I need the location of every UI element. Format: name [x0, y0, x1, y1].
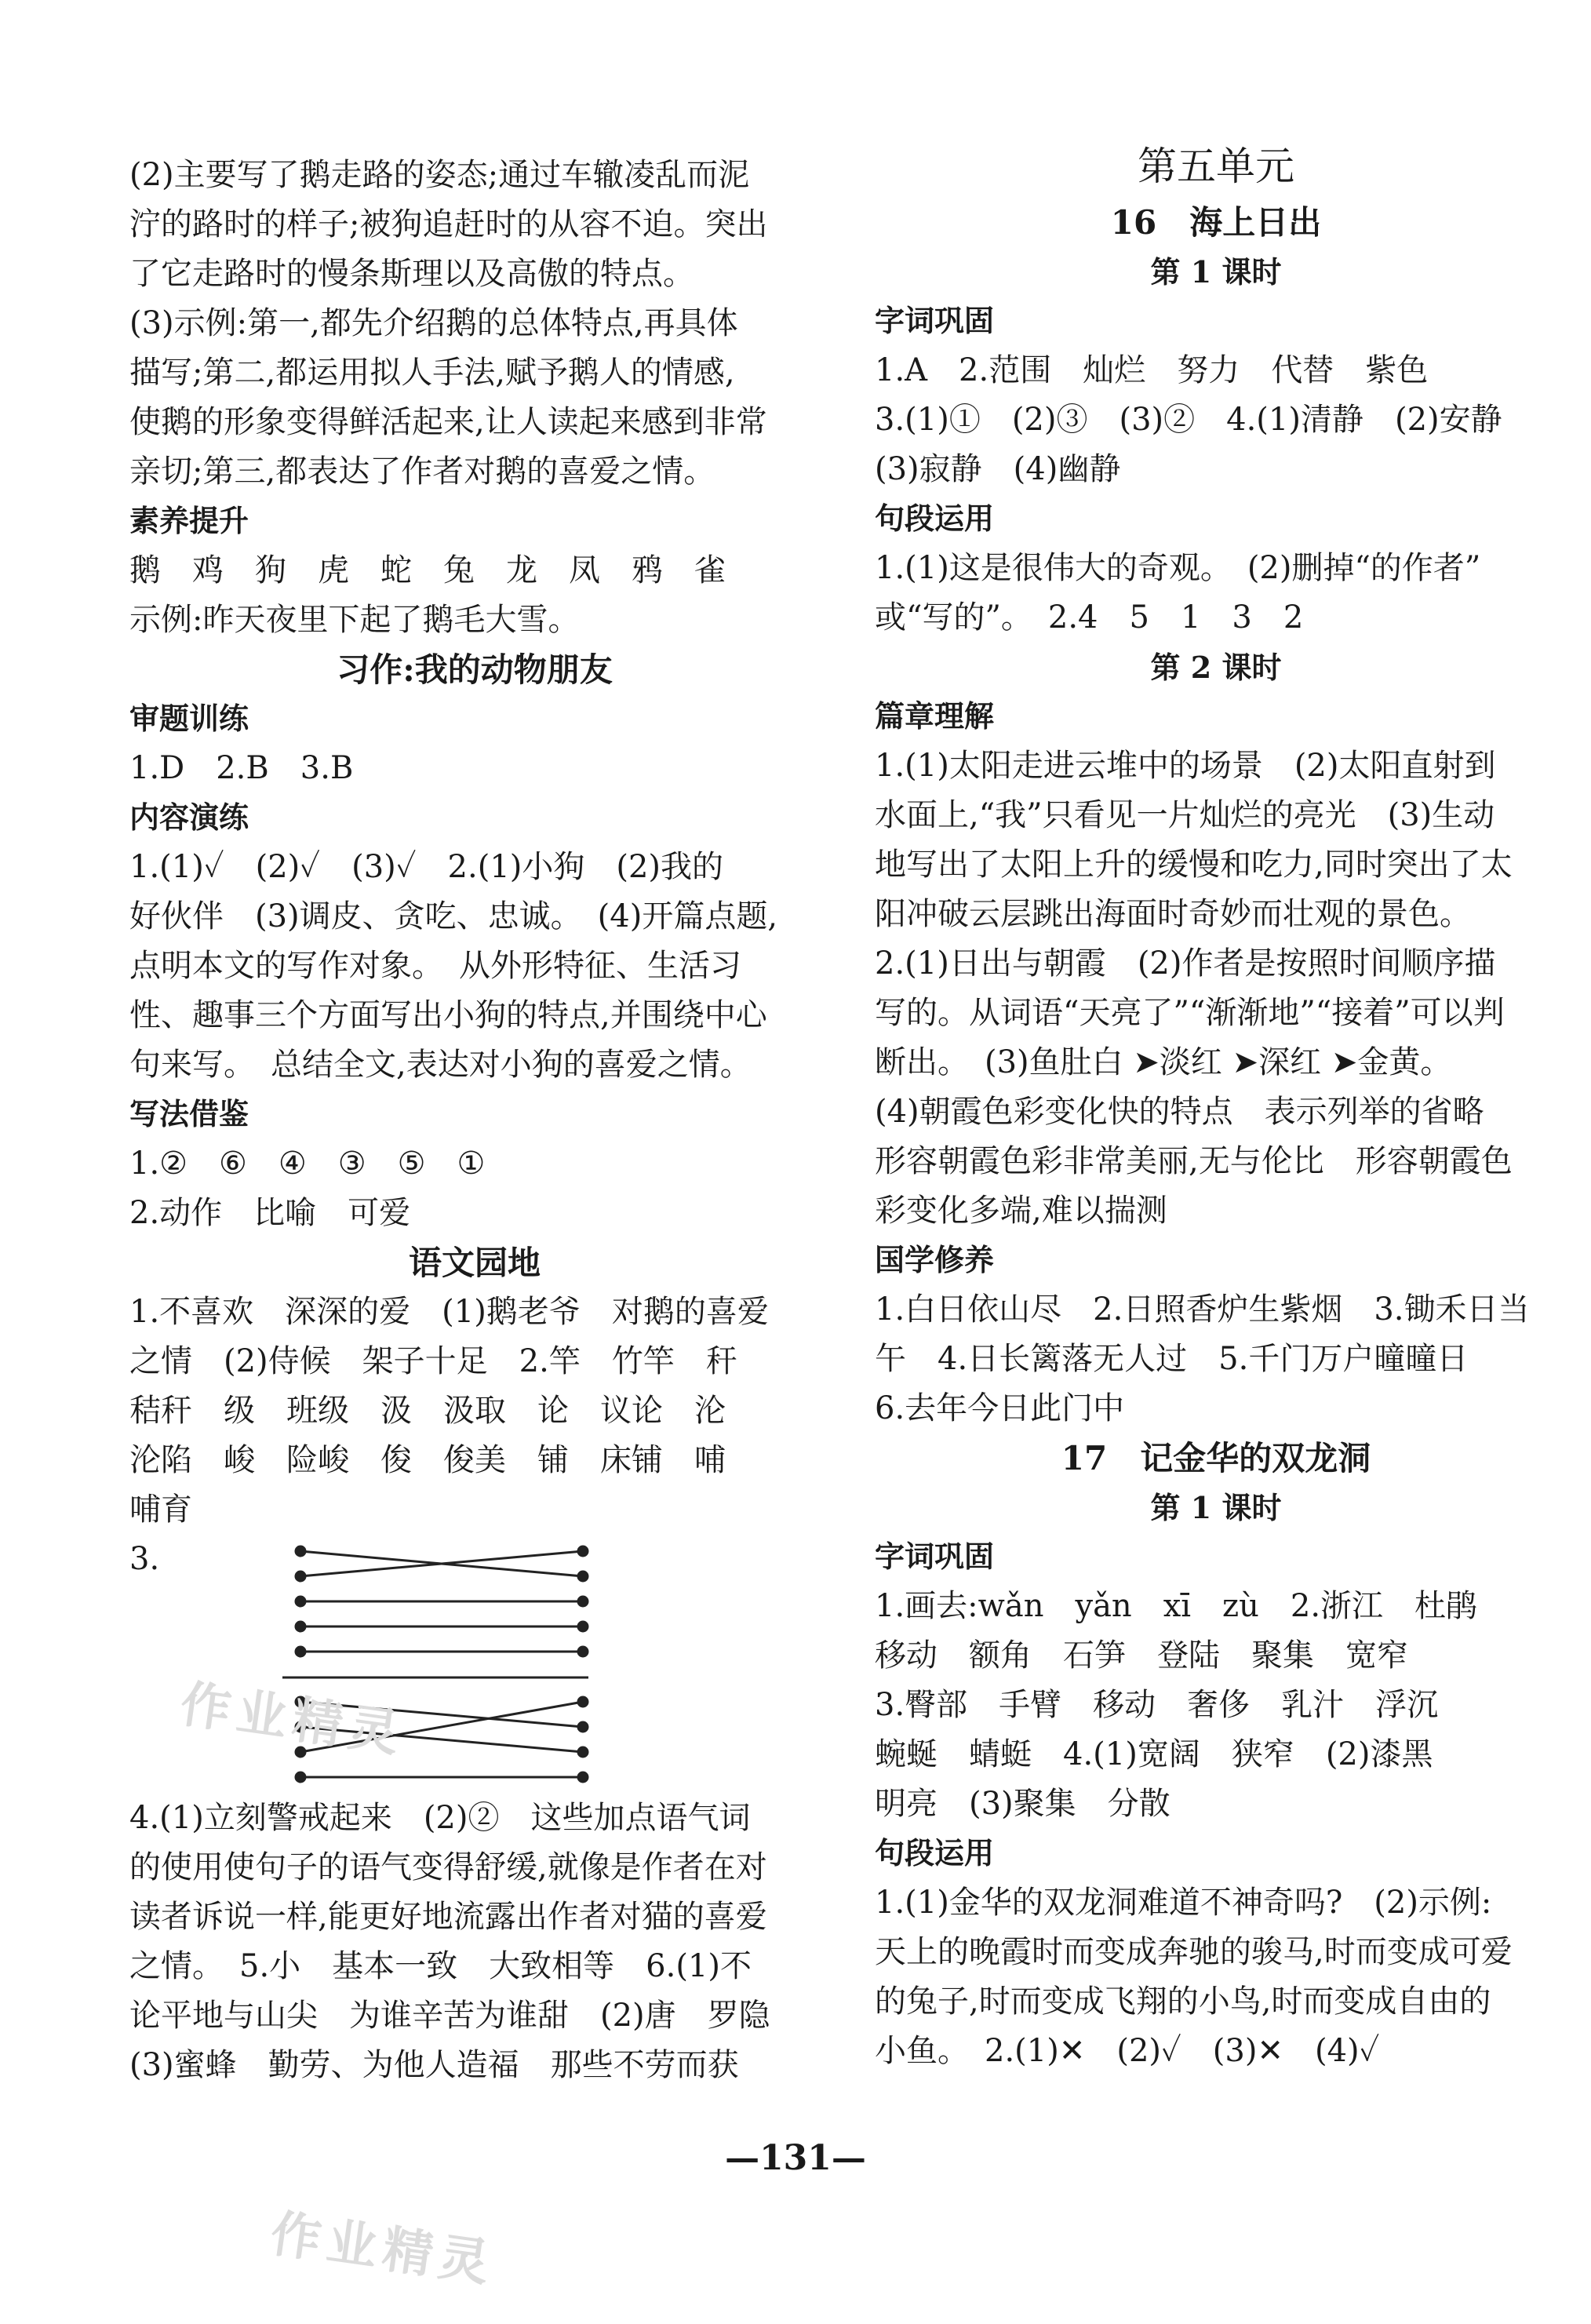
text-line: 沦陷 峻 险峻 俊 俊美 铺 床铺 哺 [129, 1442, 726, 1478]
text-line: 2.动作 比喻 可爱 [129, 1195, 411, 1231]
text-line: (3)蜜蜂 勤劳、为他人造福 那些不劳而获 [129, 2047, 739, 2083]
text-line: 蜿蜒 蜻蜓 4.(1)宽阔 狭窄 (2)漆黑 [875, 1736, 1433, 1772]
unit-title: 第五单元 [1138, 144, 1294, 189]
text-line: 句来写。 总结全文,表达对小狗的喜爱之情。 [129, 1047, 752, 1083]
section-heading-guoxue: 国学修养 [875, 1243, 995, 1277]
text-line: 性、趣事三个方面写出小狗的特点,并围绕中心 [129, 997, 767, 1033]
section-heading-pianzhang: 篇章理解 [875, 699, 995, 734]
text-line: 1.白日依山尽 2.日照香炉生紫烟 3.锄禾日当 [875, 1291, 1530, 1328]
section-heading-zici: 字词巩固 [875, 1539, 995, 1574]
match-dot [578, 1546, 588, 1556]
match-dot [578, 1747, 588, 1757]
text-line: 形容朝霞色彩非常美丽,无与伦比 形容朝霞色 [875, 1143, 1513, 1179]
text-line: 描写;第二,都运用拟人手法,赋予鹅人的情感, [129, 355, 735, 391]
match-dot [578, 1647, 588, 1656]
text-line: 1.(1)金华的双龙洞难道不神奇吗? (2)示例: [875, 1885, 1492, 1921]
section-heading-juduan: 句段运用 [875, 501, 995, 536]
watermark: 作业精灵 [177, 1675, 409, 1765]
text-line: 的使用使句子的语气变得舒缓,就像是作者在对 [129, 1849, 767, 1885]
match-dot [578, 1572, 588, 1581]
class-period-title: 第 1 课时 [1150, 1490, 1282, 1525]
text-line: 读者诉说一样,能更好地流露出作者对猫的喜爱 [129, 1899, 767, 1935]
text-line: 1.(1)这是很伟大的奇观。 (2)删掉“的作者” [875, 550, 1481, 586]
text-line: 3.臀部 手臂 移动 奢侈 乳汁 浮沉 [875, 1687, 1439, 1723]
text-line: 移动 额角 石笋 登陆 聚集 宽窄 [875, 1637, 1408, 1674]
match-dot [296, 1572, 305, 1581]
text-line: 鹅 鸡 狗 虎 蛇 兔 龙 凤 鸦 雀 [129, 552, 726, 588]
text-line: 1.不喜欢 深深的爱 (1)鹅老爷 对鹅的喜爱 [129, 1294, 769, 1330]
match-dot [578, 1772, 588, 1782]
match-dot [578, 1697, 588, 1707]
text-line: (3)示例:第一,都先介绍鹅的总体特点,再具体 [129, 305, 738, 341]
match-dot [296, 1597, 305, 1606]
text-line: 1.A 2.范围 灿烂 努力 代替 紫色 [875, 352, 1429, 388]
text-line: 天上的晚霞时而变成奔驰的骏马,时而变成可爱 [875, 1934, 1513, 1970]
match-dot [578, 1622, 588, 1631]
text-line: 亲切;第三,都表达了作者对鹅的喜爱之情。 [129, 454, 715, 490]
text-line: 断出。 (3)鱼肚白 ➤淡红 ➤深红 ➤金黄。 [875, 1044, 1452, 1080]
match-dot [578, 1597, 588, 1606]
lesson-title-17: 17 记金华的双龙洞 [1061, 1439, 1371, 1477]
text-line: 的兔子,时而变成飞翔的小鸟,时而变成自由的 [875, 1983, 1491, 2020]
matching-diagram [129, 1535, 820, 1794]
chapter-title-yuwen: 语文园地 [408, 1244, 541, 1282]
text-line: 明亮 (3)聚集 分散 [875, 1786, 1170, 1822]
lesson-title-16: 16 海上日出 [1110, 203, 1322, 242]
text-line: 阳冲破云层跳出海面时奇妙而壮观的景色。 [875, 896, 1471, 932]
section-heading-juduan: 句段运用 [875, 1836, 995, 1870]
text-line: 了它走路时的慢条斯理以及高傲的特点。 [129, 256, 694, 292]
text-line: 哺育 [129, 1492, 192, 1528]
text-line: 1.(1)太阳走进云堆中的场景 (2)太阳直射到 [875, 748, 1496, 784]
text-line: (4)朝霞色彩变化快的特点 表示列举的省略 [875, 1094, 1484, 1130]
text-line: 彩变化多端,难以揣测 [875, 1193, 1167, 1229]
text-line: 点明本文的写作对象。 从外形特征、生活习 [129, 948, 741, 984]
watermark: 作业精灵 [267, 2205, 499, 2294]
text-line: 水面上,“我”只看见一片灿烂的亮光 (3)生动 [875, 797, 1495, 833]
section-heading-shenti: 审题训练 [129, 701, 249, 736]
text-line: 之情 (2)侍候 架子十足 2.竿 竹竿 秆 [129, 1343, 737, 1379]
class-period-title: 第 2 课时 [1150, 650, 1282, 685]
match-dot [296, 1546, 305, 1556]
text-line: 泞的路时的样子;被狗追赶时的从容不迫。突出 [129, 206, 768, 242]
text-line: 6.去年今日此门中 [875, 1390, 1125, 1426]
section-heading-neirong: 内容演练 [129, 800, 249, 835]
match-dot [296, 1772, 305, 1782]
section-heading-suyang: 素养提升 [129, 504, 249, 538]
section-heading-xiefa: 写法借鉴 [129, 1097, 249, 1131]
question-number: 3. [129, 1541, 160, 1577]
match-dot [578, 1722, 588, 1732]
text-line: 示例:昨天夜里下起了鹅毛大雪。 [129, 602, 580, 638]
text-line: 1.② ⑥ ④ ③ ⑤ ① [129, 1146, 486, 1182]
text-line: 之情。 5.小 基本一致 大致相等 6.(1)不 [129, 1948, 752, 1984]
text-line: 小鱼。 2.(1)✕ (2)✓ (3)✕ (4)✓ [875, 2033, 1380, 2069]
text-line: 3.(1)① (2)③ (3)② 4.(1)清静 (2)安静 [875, 402, 1502, 438]
text-line: 4.(1)立刻警戒起来 (2)② 这些加点语气词 [129, 1800, 751, 1836]
text-line: 1.(1)✓ (2)✓ (3)✓ 2.(1)小狗 (2)我的 [129, 849, 724, 885]
left-column [129, 151, 820, 2090]
text-line: 写的。从词语“天亮了”“渐渐地”“接着”可以判 [875, 995, 1505, 1031]
text-line: 使鹅的形象变得鲜活起来,让人读起来感到非常 [129, 404, 767, 440]
right-column [875, 144, 1557, 2076]
text-line: 好伙伴 (3)调皮、贪吃、忠诚。 (4)开篇点题, [129, 898, 778, 934]
text-line: 论平地与山尖 为谁辛苦为谁甜 (2)唐 罗隐 [129, 1998, 770, 2034]
match-dot [296, 1622, 305, 1631]
text-line: 地写出了太阳上升的缓慢和吃力,同时突出了太 [875, 847, 1513, 883]
match-dot [296, 1647, 305, 1656]
text-line: 或“写的”。 2.4 5 1 3 2 [875, 599, 1304, 636]
class-period-title: 第 1 课时 [1150, 254, 1282, 290]
text-line: 1.D 2.B 3.B [129, 750, 354, 786]
text-line: 2.(1)日出与朝霞 (2)作者是按照时间顺序描 [875, 945, 1496, 982]
text-line: (3)寂静 (4)幽静 [875, 451, 1121, 487]
page-number: —131— [725, 2138, 866, 2178]
text-line: 午 4.日长篱落无人过 5.千门万户曈曈日 [875, 1341, 1469, 1377]
text-line: 秸秆 级 班级 汲 汲取 论 议论 沦 [129, 1393, 726, 1429]
text-line: (2)主要写了鹅走路的姿态;通过车辙凌乱而泥 [129, 157, 750, 193]
text-line: 1.画去:wǎn yǎn xī zù 2.浙江 杜鹃 [875, 1588, 1478, 1624]
section-heading-zici: 字词巩固 [875, 304, 995, 338]
chapter-title-xizuo: 习作:我的动物朋友 [337, 650, 613, 689]
